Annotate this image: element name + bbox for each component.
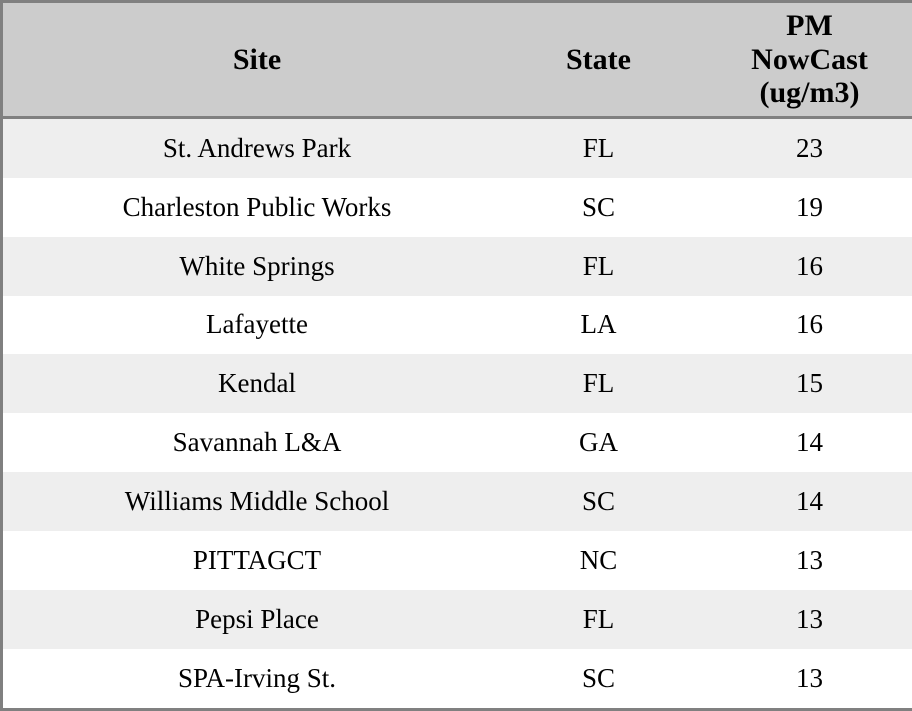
cell-value: 19 — [796, 191, 823, 222]
column-header-pm-nowcast-line-1: PM — [786, 9, 833, 42]
cell-site: PITTAGCT — [192, 545, 322, 576]
cell-site: Williams Middle School — [124, 486, 390, 517]
cell-value: 13 — [796, 545, 823, 576]
header-row — [3, 3, 912, 117]
cell-site: Lafayette — [206, 309, 308, 340]
cell-state: SC — [581, 191, 616, 222]
cell-value: 15 — [796, 368, 823, 399]
column-header-state — [511, 3, 686, 117]
table-header — [3, 3, 912, 117]
table-row — [3, 354, 912, 413]
cell-value: 14 — [796, 486, 823, 517]
table-row — [3, 531, 912, 590]
cell-site: Charleston Public Works — [122, 191, 392, 222]
cell-state: FL — [582, 604, 615, 635]
cell-value: 13 — [796, 662, 823, 693]
cell-value: 13 — [796, 604, 823, 635]
cell-value: 23 — [796, 132, 823, 163]
cell-state: NC — [579, 545, 618, 576]
cell-value: 16 — [796, 309, 823, 340]
column-header-site-line-1: Site — [232, 42, 282, 76]
table-body — [3, 117, 912, 708]
column-header-state-line-1: State — [566, 42, 631, 76]
cell-site: Kendal — [218, 368, 296, 399]
cell-site: SPA-Irving St. — [177, 662, 337, 693]
column-header-pm-nowcast-line-3: (ug/m3) — [759, 76, 860, 110]
column-header-pm-nowcast — [686, 3, 912, 117]
cell-state: FL — [582, 368, 615, 399]
cell-state: FL — [582, 250, 615, 281]
table-row — [3, 649, 912, 708]
cell-value: 16 — [796, 250, 823, 281]
table-row — [3, 413, 912, 472]
cell-state: FL — [582, 132, 615, 163]
table-row — [3, 590, 912, 649]
aqi-site-table — [3, 3, 912, 708]
column-header-site — [3, 3, 511, 117]
cell-site: St. Andrews Park — [162, 132, 352, 163]
table-row — [3, 117, 912, 177]
cell-state: LA — [580, 309, 617, 340]
table-row — [3, 296, 912, 355]
cell-site: Savannah L&A — [172, 427, 342, 458]
cell-site: Pepsi Place — [195, 604, 319, 635]
cell-value: 14 — [796, 427, 823, 458]
cell-state: SC — [581, 662, 616, 693]
table-row — [3, 178, 912, 237]
cell-site: White Springs — [179, 250, 335, 281]
cell-state: GA — [579, 427, 618, 458]
column-header-pm-nowcast-line-2: NowCast — [751, 42, 868, 76]
table-row — [3, 472, 912, 531]
cell-state: SC — [581, 486, 616, 517]
table-row — [3, 237, 912, 296]
